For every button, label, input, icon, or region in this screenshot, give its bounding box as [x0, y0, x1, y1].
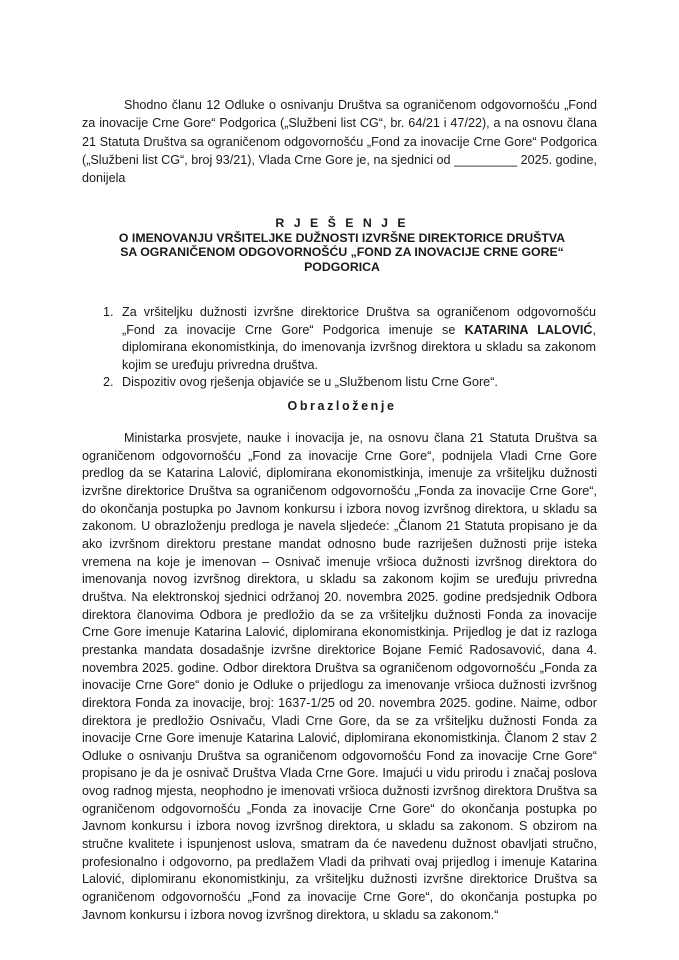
- dispositive-item: [103, 304, 596, 374]
- decision-title-line-2: SA OGRANIČENOM ODGOVORNOŠĆU „FOND ZA INOVACIJE CRNE GORE“: [120, 245, 564, 260]
- dispositive-item-text: Dispozitiv ovog rješenja objaviće se u „Službenom listu Crne Gore“.: [122, 375, 498, 389]
- decision-title-line-1: O IMENOVANJU VRŠITELJKE DUŽNOSTI IZVRŠNE DIREKTORICE DRUŠTVA: [118, 230, 566, 245]
- decision-heading: R J E Š E N J E: [275, 216, 409, 230]
- appointee-name: KATARINA LALOVIĆ: [464, 322, 593, 337]
- dispositive-item: [103, 374, 596, 392]
- dispositive-list: [103, 304, 596, 392]
- decision-title-line-3: PODGORICA: [304, 259, 380, 274]
- dispositive-item-text-continued: , diplomirana ekonomistkinja, do imenovanja izvršnog direktora u skladu sa zakonom kojim se uređuju privredna društva.: [122, 322, 596, 372]
- dispositive-item-text: Za vršiteljku dužnosti izvršne direktorice Društva sa ograničenom odgovornošću „Fond za inovacije Crne Gore“ Podgorica imenuje se: [122, 305, 596, 337]
- reasoning-paragraph: [82, 430, 597, 924]
- reasoning-heading: Obrazloženje: [287, 399, 397, 413]
- reasoning-text: Ministarka prosvjete, nauke i inovacija je, na osnovu člana 21 Statuta Društva sa ograničenom odgovornošću „Fond za inovacije Crne Gore“, podnijela Vladi Crne Gore predlog da se Katarina Lalović, diplomirana ekonomistkinja, imenuje za vršiteljku dužnosti izvršne direktorice Društva sa ograničenom odgovornošću „Fonda za inovacije Crne Gore“, do okončanja postupka po Javnom konkursu i izbora novog izvršnog direktora, u skladu sa zakonom. U obrazloženju predloga je navela sljedeće: „Članom 21 Statuta propisano je da ako izvršnom direktoru prestane mandat odnosno bude razriješen dužnosti prije isteka vremena na koje je imenovan – Osnivač imenuje vršioca dužnosti izvršnog direktora do imenovanja novog izvršnog direktora, u skladu sa zakonom kojim se uređuju privredna društva. Na elektronskoj sjednici održanoj 20. novembra 2025. godine predsjednik Odbora direktora članovima Odbora je predložio da se za vršiteljku dužnosti Fonda za inovacije Crne Gore imenuje Katarina Lalović, diplomirana ekonomistkinja. Prijedlog je dat iz razloga prestanka mandata dosadašnje izvršne direktorice Bojane Femić Radosavović, dana 4. novembra 2025. godine. Odbor direktora Društva sa ograničenom odgovornošću „Fonda za inovacije Crne Gore“ donio je Odluke o prijedlogu za imenovanje vršioca dužnosti izvršnog direktora Fonda za inovacije, broj: 1637-1/25 od 20. novembra 2025. godine. Naime, odbor direktora je predložio Osnivaču, Vladi Crne Gore, da se za vršiteljku dužnosti Fonda za inovacije Crne Gore imenuje Katarina Lalović, diplomirana ekonomistkinja. Članom 2 stav 2 Odluke o osnivanju Društva sa ograničenom odgovornošću Fond za inovacije Crne Gore“ propisano je da je osnivač Društva Vlada Crne Gore. Imajući u vidu prirodu i značaj poslova ovog radnog mjesta, neophodno je imenovati vršioca dužnosti izvršnog direktora Društva sa ograničenom odgovornošću „Fonda za inovacije Crne Gore“ do okončanja postupka po Javnom konkursu i izbora novog izvršnog direktora, u skladu sa zakonom. S obzirom na stručne kvalitete i ispunjenost uslova, smatram da će navedenu dužnost obavljati stručno, profesionalno i odgovorno, pa predlažem Vladi da prihvati ovaj prijedlog i imenuje Katarina Lalović, diplomiranu ekonomistkinju, za vršiteljku dužnosti izvršne direktorice Društva sa ograničenom odgovornošću „Fond za inovacije Crne Gore“, do okončanja postupka po Javnom konkursu i izbora novog izvršnog direktora, u skladu sa zakonom.“: [82, 431, 597, 922]
- intro-paragraph: Shodno članu 12 Odluke o osnivanju Društva sa ograničenom odgovornošću „Fond za inovacije Crne Gore“ Podgorica („Službeni list CG“, br. 64/21 i 47/22), a na osnovu člana 21 Statuta Društva sa ograničenom odgovornošću „Fond za inovacije Crne Gore“ Podgorica („Službeni list CG“, broj 93/21), Vlada Crne Gore je, na sjednici od _________ 2025. godine, donijela: [82, 98, 597, 186]
- dispositive-item-number: 1.: [103, 305, 114, 319]
- dispositive-item-number: 2.: [103, 375, 114, 389]
- decision-title: [82, 216, 602, 274]
